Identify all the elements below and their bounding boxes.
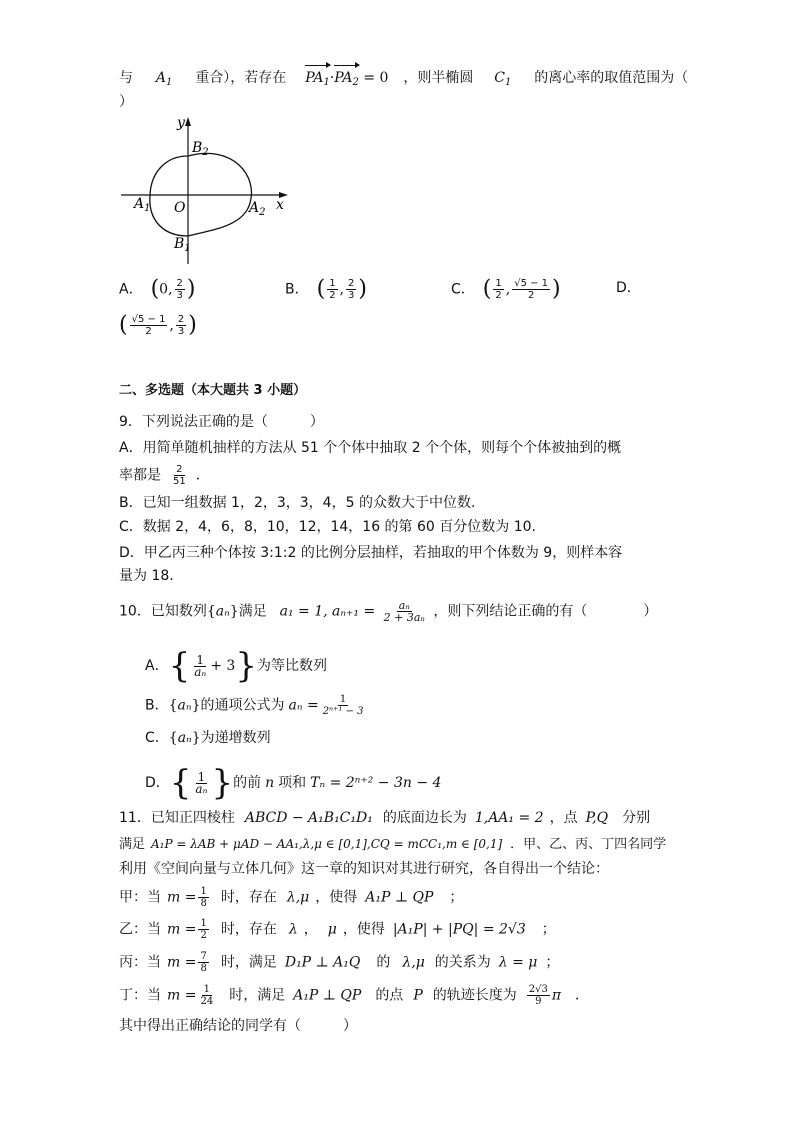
origin-label: O xyxy=(174,200,186,216)
q11-jia: 甲：当 m = $\frac{1}{8}$ 时，存在 λ,μ ，使得 A₁P ⊥ QP ； xyxy=(119,886,464,909)
q8-eq0: = 0 xyxy=(363,70,389,86)
q11-yi: 乙：当 m = $\frac{1}{2}$ 时，存在 λ ， μ ，使得 |A₁P| + |PQ| = 2√3 ； xyxy=(119,918,556,941)
q8-text: 的离心率的取值范围为（ xyxy=(534,70,689,86)
q9-stem: 9．下列说法正确的是（ ） xyxy=(119,414,324,430)
q8-text: 与 xyxy=(119,70,133,86)
B1-label: $B_1$ xyxy=(174,236,191,254)
q11-line2: 满足 A₁P = λAB + μAD − AA₁,λ,μ ∈ [0,1],CQ = mCC₁,m ∈ [0,1] ．甲、乙、丙、丁四名同学 xyxy=(119,837,667,852)
A2-label: $A_2$ xyxy=(249,200,266,218)
q8-option-D-label: D． xyxy=(616,280,641,296)
q8-C1: $C_1$ xyxy=(494,70,512,88)
q10-option-A: A．{ $\frac{1}{\text{aₙ}}$ + 3}为等比数列 xyxy=(145,646,327,686)
q8-ellipse-figure xyxy=(118,112,293,270)
q10-option-D: D．{ $\frac{1}{\text{aₙ}}$ }的前 n 项和 Tₙ = 2ⁿ⁺² − 3n − 4 xyxy=(145,763,442,803)
q9-option-D-cont: 量为 18. xyxy=(119,568,174,584)
q8-option-C: C． ( $\frac{1}{2}$ , $\frac{√5 - 1}{2}$ ) xyxy=(451,276,561,302)
q11-final-question: 其中得出正确结论的同学有（ ） xyxy=(119,1018,357,1034)
q8-text: ，则半椭圆 xyxy=(403,70,474,86)
q11-bing: 丙：当 m = $\frac{7}{8}$ 时，满足 D₁P ⊥ A₁Q 的 λ,μ 的关系为 λ = μ ； xyxy=(119,951,560,974)
section-title: 二、多选题（本大题共 3 小题） xyxy=(119,383,307,398)
q9-option-C: C．数据 2，4，6，8，10，12，14，16 的第 60 百分位数为 10. xyxy=(119,519,536,535)
q10-stem: 10．已知数列{aₙ}满足 a₁ = 1, aₙ₊₁ = $\frac{\text{aₙ}}{\text{2 + 3aₙ}}$ ，则下列结论正确的有（ ） xyxy=(119,599,658,624)
y-axis-arrow-icon xyxy=(185,117,191,126)
q9-option-A-cont: 率都是 $\frac{2}{51}$ ． xyxy=(119,464,210,487)
q9-option-A: A．用简单随机抽样的方法从 51 个个体中抽取 2 个个体，则每个个体被抽到的概 xyxy=(119,440,622,456)
q9-option-D: D．甲乙丙三种个体按 3:1:2 的比例分层抽样，若抽取的甲个体数为 9，则样本容 xyxy=(119,545,623,561)
q8-text: 重合），若存在 xyxy=(195,70,287,86)
q8-vec-PA1: $PA_1$ xyxy=(305,68,330,93)
q8-option-D: ( $\frac{√5 - 1}{2}$ , $\frac{2}{3}$ ) xyxy=(119,312,197,338)
q8-option-A: A． (0, $\frac{2}{3}$ ) xyxy=(119,276,196,302)
q9-option-B: B．已知一组数据 1，2，3，3，4，5 的众数大于中位数. xyxy=(119,495,476,511)
q10-option-B: B．{aₙ}的通项公式为 aₙ = $\frac{1}{\text{2ⁿ⁺¹ − 3}}$ xyxy=(145,694,364,717)
q11-line3: 利用《空间向量与立体几何》这一章的知识对其进行研究，各自得出一个结论： xyxy=(119,861,609,877)
q10-option-C: C．{aₙ}为递增数列 xyxy=(145,730,271,746)
q8-A1: $A_1$ xyxy=(155,70,173,88)
q11-ding: 丁：当 m = $\frac{1}{24}$ 时，满足 A₁P ⊥ QP 的点 P 的轨迹长度为 $\frac{2√3}{9}$ π ． xyxy=(119,984,590,1007)
B2-label: $B_2$ xyxy=(192,140,209,158)
q8-vec-PA2: $PA_2$ xyxy=(334,68,359,93)
q11-line1: 11．已知正四棱柱 ABCD − A₁B₁C₁D₁ 的底面边长为 1,AA₁ = 2 ，点 P,Q 分别 xyxy=(119,810,651,826)
A1-label: $A_1$ xyxy=(134,196,151,214)
y-label: y xyxy=(177,115,185,131)
q8-option-B: B． ( $\frac{1}{2}$ , $\frac{2}{3}$ ) xyxy=(285,276,367,302)
x-label: x xyxy=(276,197,284,213)
q8-line2: ） xyxy=(119,94,133,110)
q8-line1: 与 $A_1$ 重合），若存在 $PA_1\cdot PA_2 = 0$ ，则半椭圆 $C_1$ 的离心率的取值范围为（ xyxy=(119,68,688,93)
